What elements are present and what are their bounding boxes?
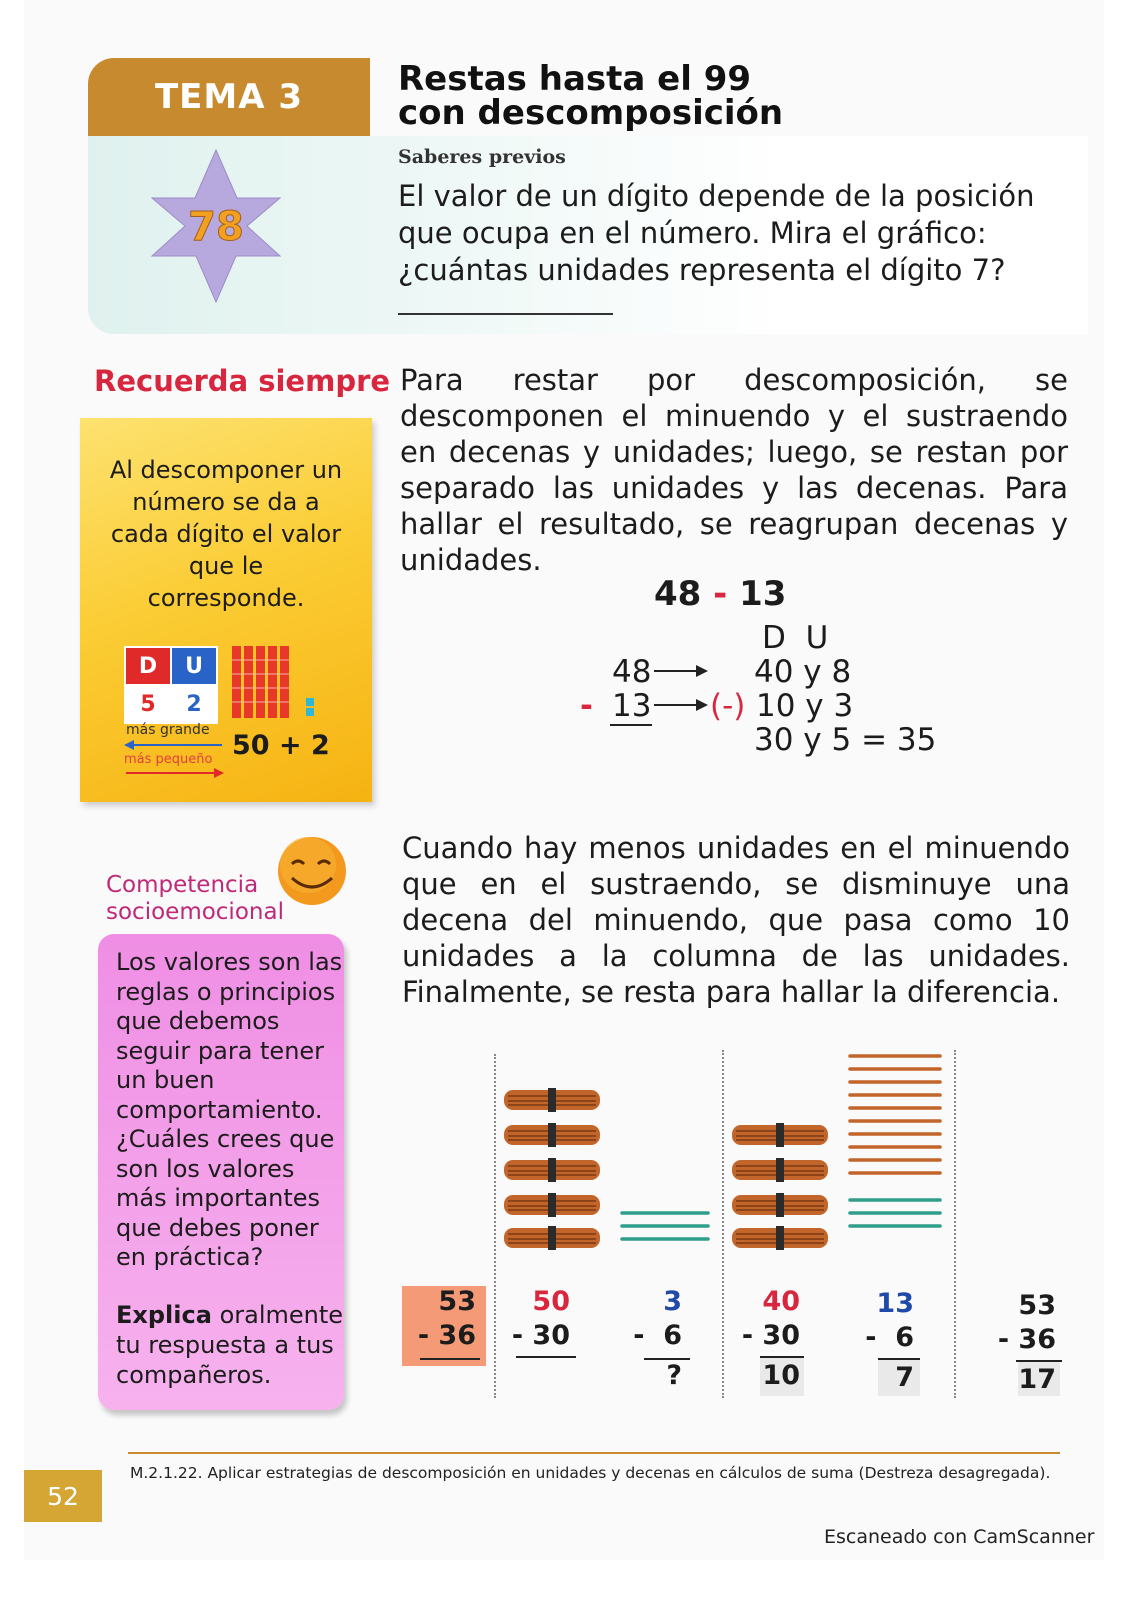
op4-bottom: - 30 (741, 1320, 800, 1351)
op4-line (760, 1356, 804, 1358)
competencia-label (106, 872, 284, 926)
smiley-icon (274, 834, 350, 908)
op6-top: 53 (1018, 1290, 1056, 1321)
sticks-10-brown (850, 1056, 940, 1173)
scanner-watermark: Escaneado con CamScanner (824, 1526, 1095, 1548)
row1-left: 48 (612, 654, 652, 690)
du-table (124, 646, 218, 724)
row2-minus: (-) (710, 688, 746, 724)
explica-rest: oralmente tu respuesta a tus compañeros. (116, 1301, 344, 1389)
op-left: 48 (654, 574, 702, 614)
du-value-u: 2 (171, 685, 217, 723)
answer-line[interactable] (398, 313, 613, 315)
op3-result[interactable]: ? (666, 1360, 682, 1391)
saberes-label: Saberes previos (398, 146, 566, 168)
divider-3 (954, 1050, 956, 1398)
divider-1 (494, 1054, 496, 1398)
row2-underline (610, 724, 652, 726)
unit-cubes (306, 698, 314, 716)
mas-pequeno-label: más pequeño (124, 752, 213, 767)
arrow-left-icon (124, 740, 224, 750)
op5-top: 13 (876, 1288, 914, 1319)
explica-bold: Explica (116, 1301, 212, 1329)
arrow-right-icon (124, 768, 224, 778)
mas-grande-label: más grande (126, 722, 210, 738)
explicacion-1: Para restar por descomposición, se descomponen el minuendo y el sustraendo en decenas y unidades; luego, se restan por separado las unidades y las decenas. Para hallar el resultado, se reagrupan decenas y unidades. (400, 363, 1068, 577)
op3-bottom: - 6 (633, 1320, 682, 1351)
op5-line (878, 1358, 920, 1360)
row2-sign: - (580, 688, 593, 724)
operation-title (654, 574, 786, 614)
suma-expression: 50 + 2 (232, 730, 330, 761)
op1-top: 53 (438, 1286, 476, 1317)
op4-result: 10 (762, 1360, 800, 1391)
row3-result: 30 y 5 = 35 (754, 722, 937, 758)
title-line-1: Restas hasta el 99 (398, 59, 752, 99)
du-header-u: U (171, 647, 217, 685)
du-header-d: D (125, 647, 171, 685)
star-number: 78 (188, 204, 244, 250)
du-column-header: D U (762, 620, 829, 656)
explicacion-2: Cuando hay menos unidades en el minuendo que en el sustraendo, se disminuye una decena del minuendo, que pasa como 10 unidades a la columna de las unidades. Finalmente, se resta para hallar la diferencia. (402, 831, 1070, 1009)
du-value-d: 5 (125, 685, 171, 723)
bundles-50 (504, 1088, 600, 1250)
op6-bottom: - 36 (997, 1324, 1056, 1355)
note-text: Al descomponer un número se da a cada dígito el valor que le corresponde. (109, 456, 343, 612)
star-graphic (150, 148, 282, 304)
base-ten-blocks (230, 644, 322, 720)
page-number-badge (24, 1470, 102, 1522)
competencia-explica (116, 1300, 344, 1390)
page-number: 52 (47, 1481, 79, 1511)
op1-line (420, 1358, 480, 1360)
arrow-right-icon (652, 698, 708, 712)
competencia-line-2: socioemocional (106, 899, 284, 925)
tema-label: TEMA 3 (154, 77, 304, 117)
title-line-2: con descomposición (398, 93, 784, 133)
op2-bottom: - 30 (511, 1320, 570, 1351)
footer-text (130, 1464, 1050, 1482)
row2-right: 10 y 3 (756, 688, 854, 724)
op5-result: 7 (895, 1362, 914, 1393)
page-title (398, 59, 784, 133)
arrow-right-icon (652, 664, 708, 678)
recuerda-heading: Recuerda siempre (94, 364, 391, 398)
footer-destreza: M.2.1.22. Aplicar estrategias de descomposición en unidades y decenas en cálculos de suma (Destreza desagregada). (130, 1464, 1051, 1482)
competencia-text: Los valores son las reglas o principios que debemos seguir para tener un buen comportamiento. ¿Cuáles crees que son los valores más importantes que debes poner en práctica? (116, 948, 343, 1271)
bundles-40 (732, 1123, 828, 1250)
stick-illustration (500, 1050, 950, 1260)
row1-right: 40 y 8 (754, 654, 852, 690)
op1-bottom: - 36 (417, 1320, 476, 1351)
saberes-text: El valor de un dígito depende de la posición que ocupa en el número. Mira el gráfico: ¿cuántas unidades representa el dígito 7? (398, 179, 1035, 287)
op-right: 13 (739, 574, 787, 614)
competencia-line-1: Competencia (106, 872, 259, 898)
sticks-3 (622, 1213, 708, 1239)
op2-top: 50 (532, 1286, 570, 1317)
op4-top: 40 (762, 1286, 800, 1317)
op6-line (1016, 1360, 1062, 1362)
row2-left: 13 (612, 688, 652, 724)
op-sign: - (713, 574, 728, 614)
ten-rods (232, 646, 289, 718)
sticks-3-green (850, 1200, 940, 1226)
op5-bottom: - 6 (865, 1322, 914, 1353)
op2-line (516, 1356, 576, 1358)
op6-result: 17 (1018, 1364, 1056, 1395)
footer-rule (128, 1452, 1060, 1454)
tema-badge (88, 58, 370, 136)
op3-top: 3 (663, 1286, 682, 1317)
